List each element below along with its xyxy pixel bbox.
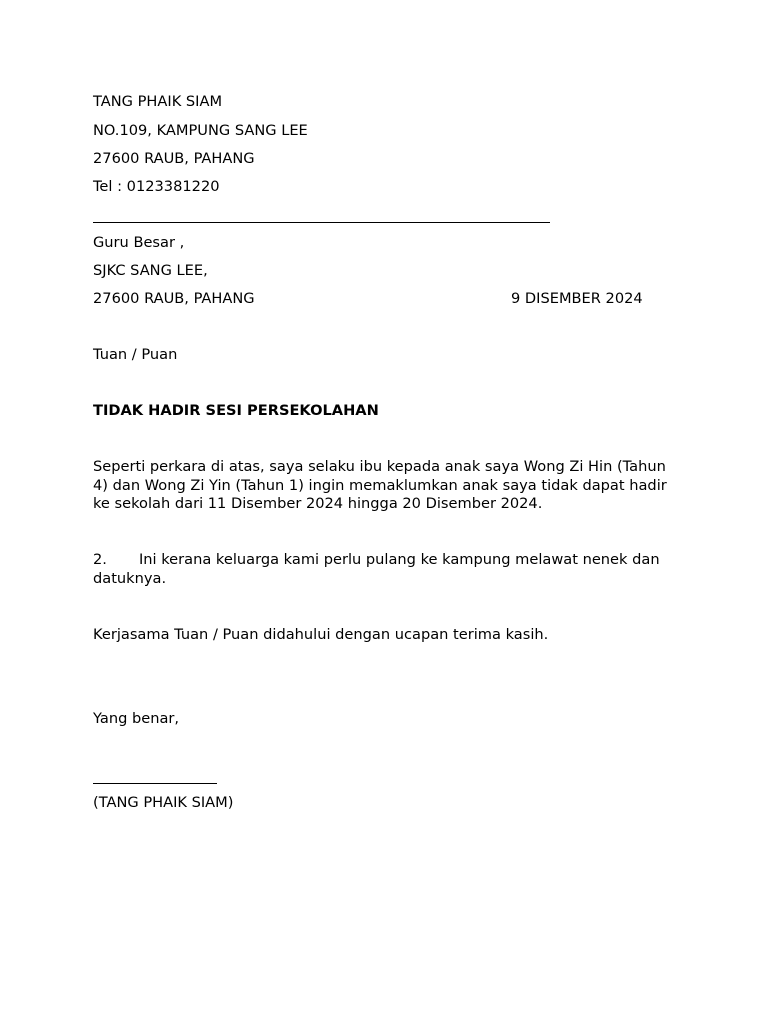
closing: Yang benar, bbox=[93, 710, 180, 727]
signature-line bbox=[93, 783, 217, 784]
sender-address-line2: 27600 RAUB, PAHANG bbox=[93, 150, 255, 167]
closing-note: Kerjasama Tuan / Puan didahului dengan ucapan terima kasih. bbox=[93, 626, 549, 643]
body-paragraph-2 bbox=[93, 551, 678, 588]
paragraph-number: 2. bbox=[93, 551, 107, 568]
recipient-title: Guru Besar , bbox=[93, 234, 185, 251]
recipient-address: 27600 RAUB, PAHANG bbox=[93, 290, 255, 307]
salutation: Tuan / Puan bbox=[93, 346, 178, 363]
letter-date: 9 DISEMBER 2024 bbox=[511, 290, 643, 307]
letter-subject: TIDAK HADIR SESI PERSEKOLAHAN bbox=[93, 402, 379, 419]
sender-name: TANG PHAIK SIAM bbox=[93, 93, 223, 110]
separator-line bbox=[93, 222, 550, 223]
body-paragraph-1: Seperti perkara di atas, saya selaku ibu kepada anak saya Wong Zi Hin (Tahun 4) dan Wong Zi Yin (Tahun 1) ingin memaklumkan anak saya tidak dapat hadir ke sekolah dari 11 Disember 2024 hingga 20 Disember 2024. bbox=[93, 458, 667, 512]
signature-name: (TANG PHAIK SIAM) bbox=[93, 794, 234, 811]
sender-address-line1: NO.109, KAMPUNG SANG LEE bbox=[93, 122, 308, 139]
recipient-school: SJKC SANG LEE, bbox=[93, 262, 208, 279]
paragraph-2-text: Ini kerana keluarga kami perlu pulang ke kampung melawat nenek dan datuknya. bbox=[93, 551, 660, 587]
sender-phone: Tel : 0123381220 bbox=[93, 178, 220, 195]
